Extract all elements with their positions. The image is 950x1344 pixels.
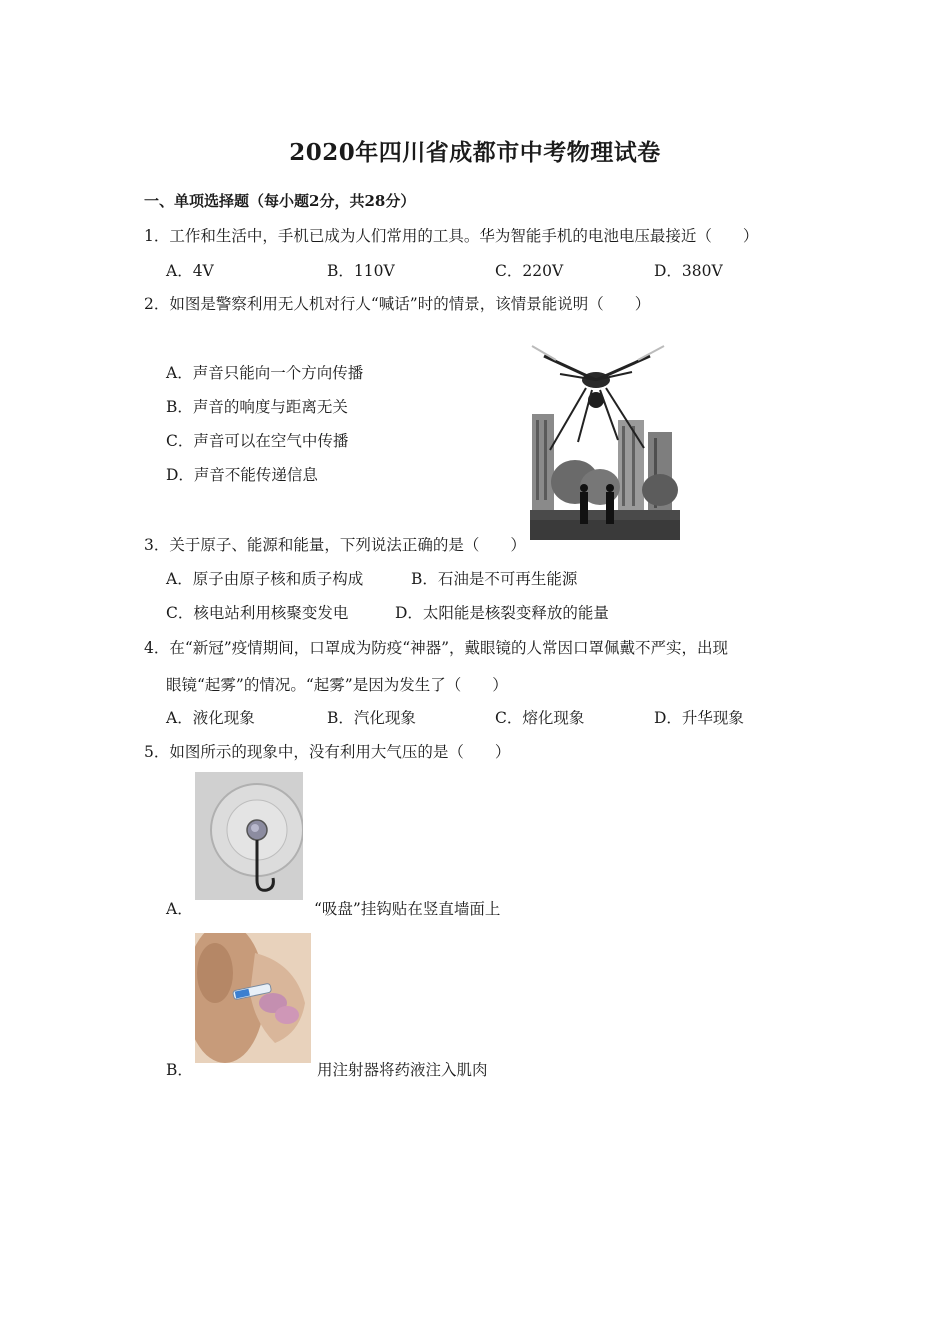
question-1-option-a: A．4V [166, 262, 214, 280]
question-4-stem-line1: 4．在“新冠”疫情期间，口罩成为防疫“神器”，戴眼镜的人常因口罩佩戴不严实，出现 [144, 639, 729, 657]
question-1-option-b: B．110V [327, 262, 395, 280]
suction-hook-photo [195, 772, 303, 900]
drone-photo [530, 322, 680, 540]
question-2-option-d: D．声音不能传递信息 [166, 466, 318, 484]
syringe-photo [195, 933, 311, 1063]
question-5-option-a-letter: A． [166, 900, 193, 918]
question-3-option-c: C．核电站利用核聚变发电 [166, 604, 349, 622]
question-2-option-c: C．声音可以在空气中传播 [166, 432, 349, 450]
question-3-stem: 3．关于原子、能源和能量，下列说法正确的是（ ） [144, 536, 526, 554]
question-4-option-b: B．汽化现象 [327, 709, 416, 727]
question-4-stem-line2: 眼镜“起雾”的情况。“起雾”是因为发生了（ ） [166, 676, 508, 694]
page-title: 2020年四川省成都市中考物理试卷 [289, 139, 661, 166]
question-5-option-a-text: “吸盘”挂钩贴在竖直墙面上 [314, 900, 501, 918]
question-1-option-d: D．380V [654, 262, 723, 280]
question-5-option-b-letter: B． [166, 1061, 193, 1079]
question-1-stem: 1．工作和生活中，手机已成为人们常用的工具。华为智能手机的电池电压最接近（ ） [144, 227, 759, 245]
section-heading: 一、单项选择题（每小题2分，共28分） [144, 192, 416, 210]
question-2-option-a: A．声音只能向一个方向传播 [166, 364, 364, 382]
question-3-option-d: D．太阳能是核裂变释放的能量 [395, 604, 609, 622]
question-5-stem: 5．如图所示的现象中，没有利用大气压的是（ ） [144, 743, 511, 761]
question-3-option-b: B．石油是不可再生能源 [411, 570, 578, 588]
question-1-option-c: C．220V [495, 262, 564, 280]
question-5-option-b-text: 用注射器将药液注入肌肉 [317, 1061, 488, 1079]
question-4-option-d: D．升华现象 [654, 709, 744, 727]
question-2-option-b: B．声音的响度与距离无关 [166, 398, 348, 416]
question-2-stem: 2．如图是警察利用无人机对行人“喊话”时的情景，该情景能说明（ ） [144, 295, 651, 313]
question-3-option-a: A．原子由原子核和质子构成 [166, 570, 364, 588]
question-4-option-c: C．熔化现象 [495, 709, 585, 727]
question-4-option-a: A．液化现象 [166, 709, 255, 727]
